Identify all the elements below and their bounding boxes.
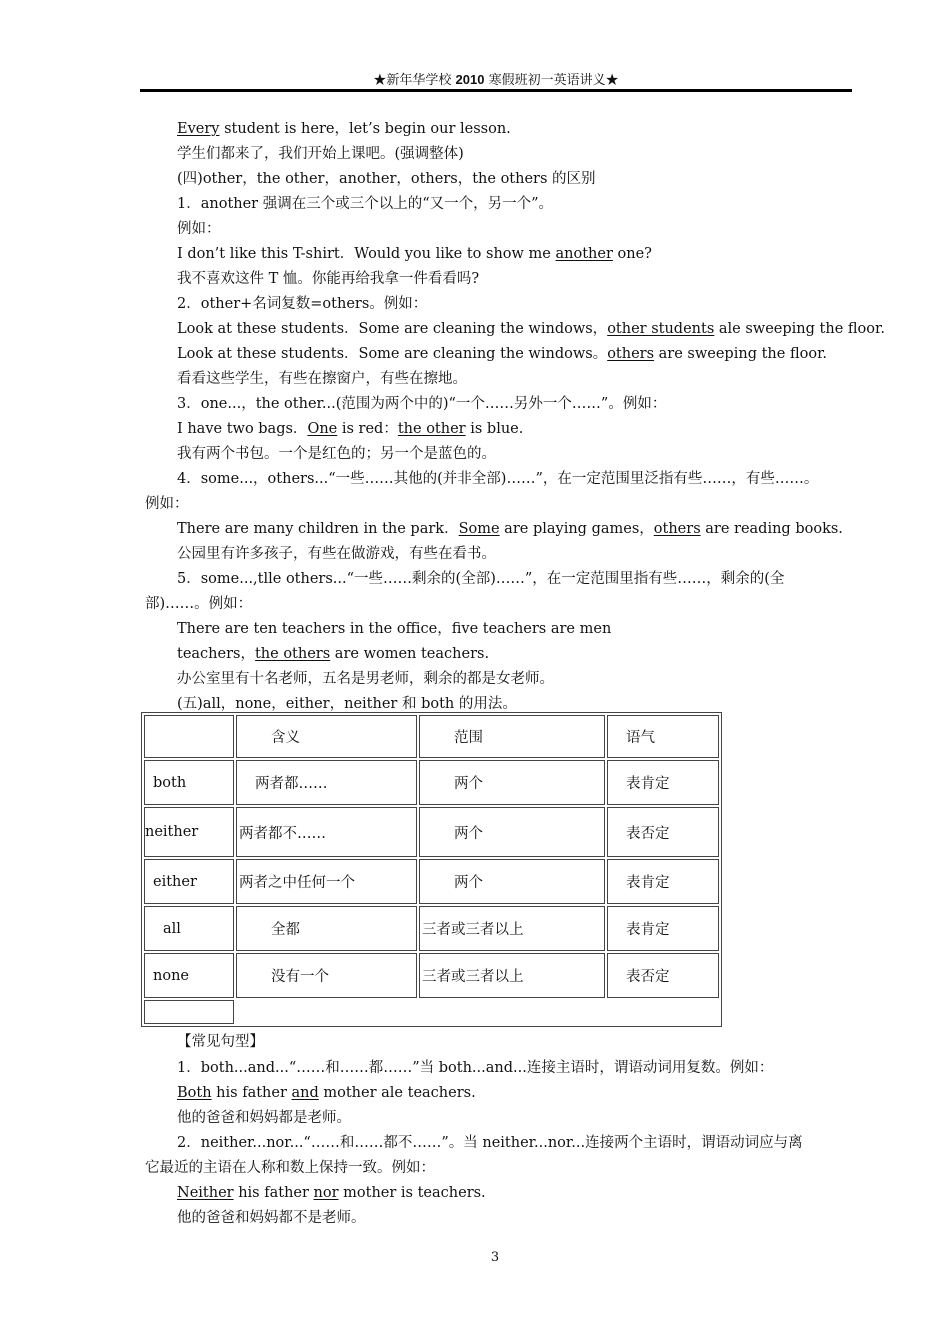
common-patterns-heading: 【常见句型】 [177, 1034, 264, 1050]
translation-both-and: 他的爸爸和妈妈都是老师。 [177, 1110, 351, 1126]
table-header-cell: 语气 [607, 715, 719, 758]
table-row [144, 859, 719, 904]
table-row [144, 807, 719, 857]
table-row [144, 760, 719, 805]
section-four-heading: (四)other，the other，another，others，the others 的区别 [177, 171, 596, 187]
translation-some-others: 公园里有许多孩子，有些在做游戏，有些在看书。 [177, 546, 496, 562]
example-label: 例如： [145, 496, 189, 512]
table-cell [144, 1000, 234, 1024]
table-header-cell [144, 715, 234, 758]
translation-one-the-other: 我有两个书包。一个是红色的；另一个是蓝色的。 [177, 446, 496, 462]
example-label: 例如： [177, 221, 221, 237]
table-cell: 没有一个 [236, 953, 417, 998]
example-others: Look at these students．Some are cleaning the windows。others are sweeping the floor. [177, 346, 828, 362]
table-cell: either [144, 859, 234, 904]
table-cell: 两个 [419, 760, 605, 805]
table-cell: 表否定 [607, 953, 719, 998]
translation-the-others: 办公室里有十名老师，五名是男老师，剩余的都是女老师。 [177, 671, 554, 687]
table-empty-row [144, 1000, 719, 1024]
rule-neither-nor: 2．neither...nor...“……和……都不……”。当 neither...nor...连接两个主语时，谓语动词应与离 [177, 1135, 803, 1151]
table-cell: 三者或三者以上 [419, 906, 605, 951]
rule-others: 2．other+名词复数=others。例如： [177, 296, 428, 312]
table-row [144, 953, 719, 998]
table-cell: 两者之中任何一个 [236, 859, 417, 904]
example-another: I don’t like this T-shirt．Would you like to show me another one? [177, 246, 652, 262]
rule-both-and: 1．both...and...“……和……都……”当 both...and...连接主语时，谓语动词用复数。例如： [177, 1060, 774, 1076]
table-cell: none [144, 953, 234, 998]
example-the-others: teachers，the others are women teachers. [177, 646, 490, 662]
table-cell: 表否定 [607, 807, 719, 857]
translation-another: 我不喜欢这件 T 恤。你能再给我拿一件看看吗? [177, 271, 480, 287]
translation-neither-nor: 他的爸爸和妈妈都不是老师。 [177, 1210, 366, 1226]
table-cell: 两者都…… [236, 760, 417, 805]
translation-every: 学生们都来了，我们开始上课吧。(强调整体) [177, 146, 464, 162]
example-ten-teachers: There are ten teachers in the office，five teachers are men [177, 621, 612, 637]
section-five-heading: (五)all，none，either，neither 和 both 的用法。 [177, 696, 517, 712]
table-header-cell: 范围 [419, 715, 605, 758]
example-some-others: There are many children in the park．Some are playing games，others are reading books. [177, 521, 843, 537]
page-header: ★新年华学校 2010 寒假班初一英语讲义★ [373, 72, 619, 88]
table-cell: 两者都不…… [236, 807, 417, 857]
example-one-the-other: I have two bags．One is red：the other is blue. [177, 421, 524, 437]
usage-table [141, 712, 722, 1027]
example-neither-nor: Neither his father nor mother is teachers. [177, 1185, 486, 1201]
table-row [144, 906, 719, 951]
table-header-cell: 含义 [236, 715, 417, 758]
rule-some-others: 4．some...，others...“一些……其他的(并非全部)……”，在一定范围里泛指有些……，有些……。 [177, 471, 819, 487]
table-header-row [144, 715, 719, 758]
table-cell: neither [144, 807, 234, 857]
table-cell: 表肯定 [607, 906, 719, 951]
rule-some-the-others-cont: 部)……。例如： [145, 596, 253, 612]
page-number: 3 [490, 1250, 500, 1265]
rule-another: 1．another 强调在三个或三个以上的“又一个，另一个”。 [177, 196, 554, 212]
header-rule [140, 89, 852, 92]
rule-one-the-other: 3．one...，the other...(范围为两个中的)“一个……另外一个……”。例如： [177, 396, 667, 412]
example-every: Every student is here，let’s begin our lesson. [177, 121, 511, 137]
table-cell: 三者或三者以上 [419, 953, 605, 998]
rule-some-the-others: 5．some...,tlle others...“一些……剩余的(全部)……”，在一定范围里指有些……，剩余的(全 [177, 571, 785, 587]
example-other-students: Look at these students．Some are cleaning the windows，other students ale sweeping the floor. [177, 321, 885, 337]
table-cell: 两个 [419, 807, 605, 857]
table-cell: 全都 [236, 906, 417, 951]
table-cell: all [144, 906, 234, 951]
table-cell [236, 1000, 719, 1024]
table-cell: 两个 [419, 859, 605, 904]
example-both-and: Both his father and mother ale teachers. [177, 1085, 476, 1101]
rule-neither-nor-cont: 它最近的主语在人称和数上保持一致。例如： [145, 1160, 435, 1176]
translation-others: 看看这些学生，有些在擦窗户，有些在擦地。 [177, 371, 467, 387]
table-cell: both [144, 760, 234, 805]
table-cell: 表肯定 [607, 859, 719, 904]
table-cell: 表肯定 [607, 760, 719, 805]
